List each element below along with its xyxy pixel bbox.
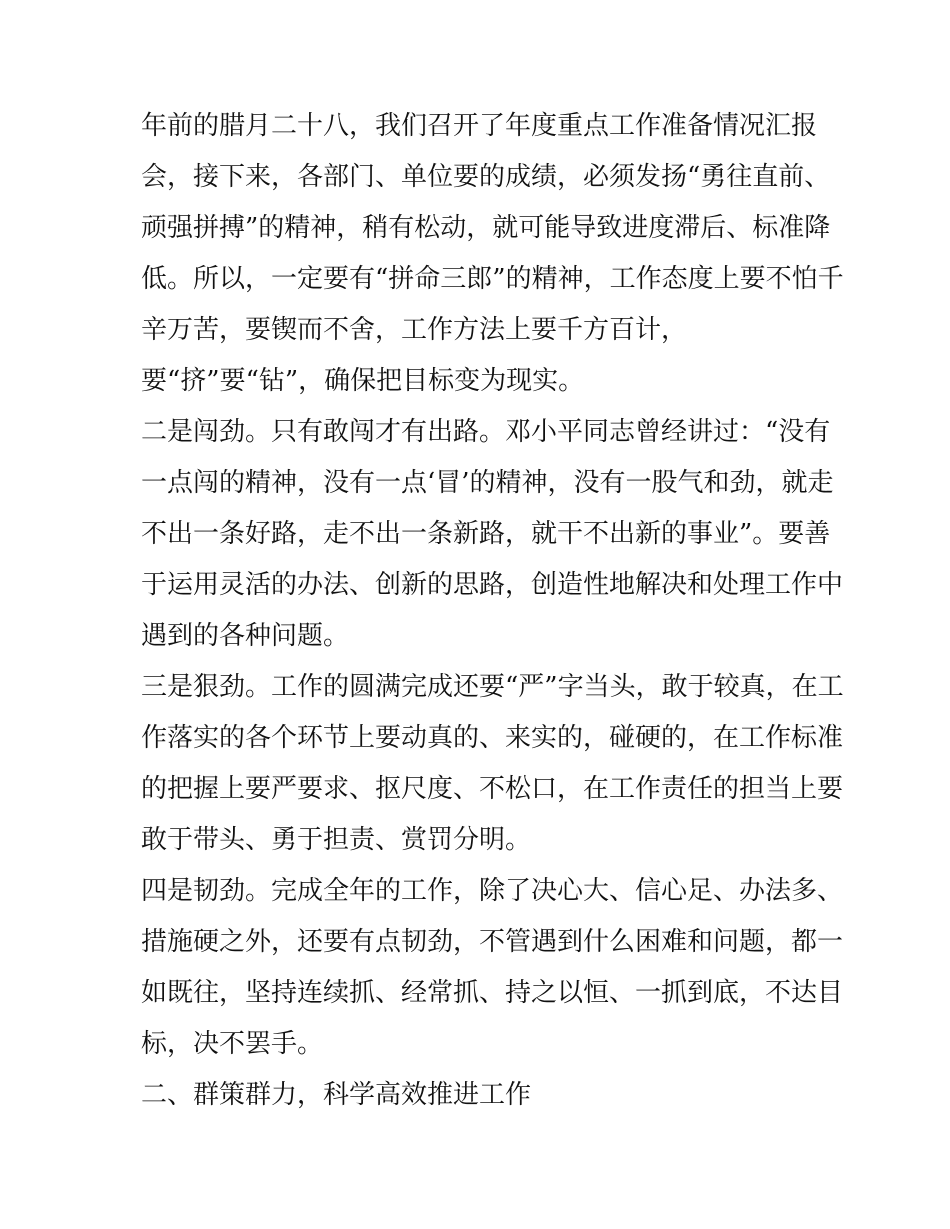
text-line: 敢于带头、勇于担责、赏罚分明。 bbox=[141, 825, 532, 855]
text-line: 辛万苦，要锲而不舍，工作方法上要千方百计， bbox=[141, 315, 688, 345]
text-line: 年前的腊月二十八，我们召开了年度重点工作准备情况汇报 bbox=[141, 111, 818, 141]
text-line: 作落实的各个环节上要动真的、来实的，碰硬的，在工作标准 bbox=[141, 723, 844, 753]
text-line: 措施硬之外，还要有点韧劲，不管遇到什么困难和问题，都一 bbox=[141, 927, 844, 957]
text-line: 四是韧劲。完成全年的工作，除了决心大、信心足、办法多、 bbox=[141, 876, 844, 906]
text-line: 会，接下来，各部门、单位要的成绩，必须发扬“勇往直前、 bbox=[141, 162, 831, 192]
document-body bbox=[141, 101, 844, 1121]
text-line: 标，决不罢手。 bbox=[141, 1029, 324, 1059]
text-line: 遇到的各种问题。 bbox=[141, 621, 350, 651]
text-line: 要“挤”要“钻”，确保把目标变为现实。 bbox=[141, 366, 585, 396]
text-line: 如既往，坚持连续抓、经常抓、持之以恒、一抓到底，不达目 bbox=[141, 978, 844, 1008]
text-line: 顽强拼搏”的精神，稍有松动，就可能导致进度滞后、标准降 bbox=[141, 213, 831, 243]
text-line: 三是狠劲。工作的圆满完成还要“严”字当头，敢于较真，在工 bbox=[141, 672, 844, 702]
text-line: 一点闯的精神，没有一点‘冒’的精神，没有一股气和劲，就走 bbox=[141, 468, 834, 498]
text-line: 于运用灵活的办法、创新的思路，创造性地解决和处理工作中 bbox=[141, 570, 844, 600]
text-line: 的把握上要严要求、抠尺度、不松口，在工作责任的担当上要 bbox=[141, 774, 844, 804]
text-line: 二是闯劲。只有敢闯才有出路。邓小平同志曾经讲过：“没有 bbox=[141, 417, 831, 447]
section-heading: 二、群策群力，科学高效推进工作 bbox=[141, 1080, 532, 1110]
text-line: 低。所以，一定要有“拼命三郎”的精神，工作态度上要不怕千 bbox=[141, 264, 844, 294]
text-line: 不出一条好路，走不出一条新路，就干不出新的事业”。要善 bbox=[141, 519, 831, 549]
